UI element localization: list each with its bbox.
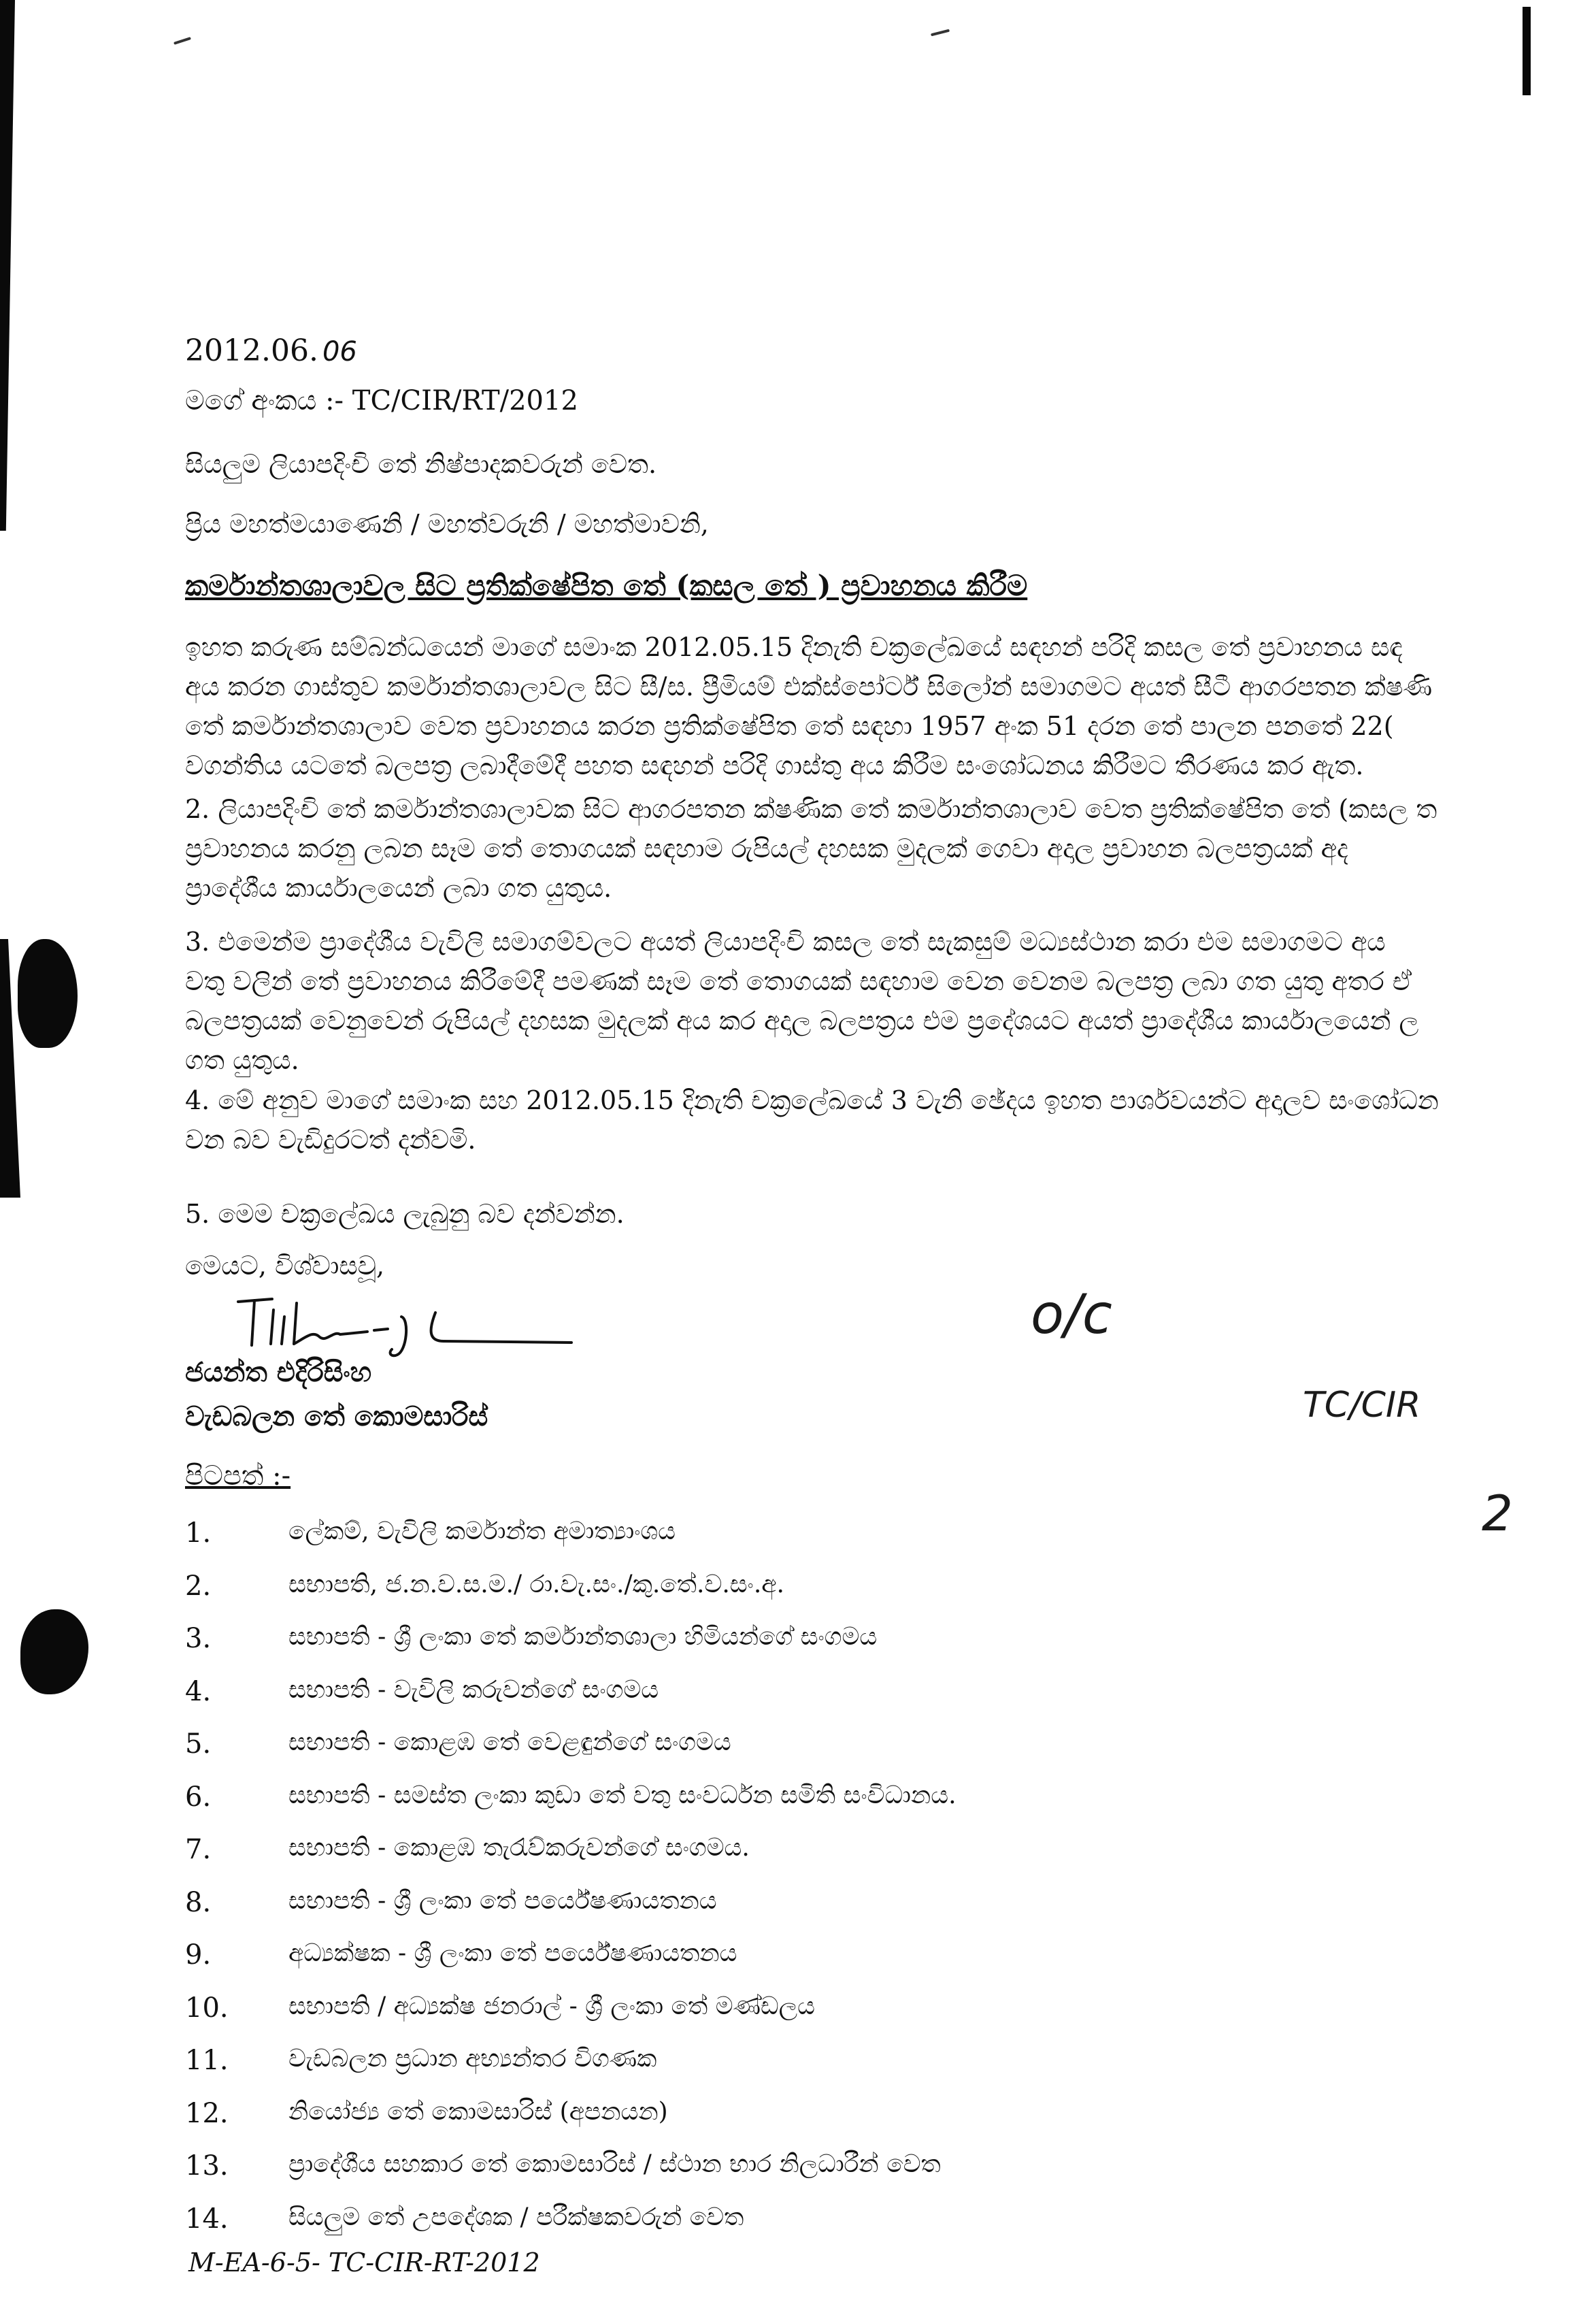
- list-item-text: ප්‍රාදේශීය සහකාර තේ කොමසාරිස් / ස්ථාන භාර නිලධාරීන් වෙත: [288, 2150, 941, 2178]
- reference-number: මගේ අංකය :- TC/CIR/RT/2012: [185, 385, 578, 416]
- list-item-text: සභාපති - කොළඹ තැරැව්කරුවන්ගේ සංගමය.: [288, 1834, 750, 1862]
- list-item-text: සභාපති - සමස්ත ලංකා කුඩා තේ වතු සංවර්ධන සමිති සංවිධානය.: [288, 1781, 957, 1809]
- list-item: [185, 1676, 1478, 1729]
- list-item-text: සභාපති - වැවිලි කරුවන්ගේ සංගමය: [288, 1675, 659, 1704]
- handwritten-signature: [231, 1289, 585, 1364]
- list-item-number: 6.: [185, 1781, 212, 1813]
- list-item: [185, 1939, 1478, 1992]
- paragraph-5: [185, 1194, 1596, 1234]
- list-item-text: සභාපති - ශ්‍රී ලංකා තේ කර්මාන්තශාලා හිමියන්ගේ සංගමය: [288, 1623, 878, 1651]
- list-item: [185, 1887, 1478, 1940]
- right-edge-mark: [1523, 7, 1531, 95]
- scan-edge-shadow: [0, 0, 15, 531]
- paragraph-line: වතු වලින් තේ ප්‍රවාහනය කිරීමේදී පමණක් සෑම තේ තොගයක් සඳහාම වෙන වෙනම බලපත්‍ර ලබා ගත යුතු අතර ඒ: [185, 966, 1412, 996]
- paragraph-line: 5. මෙම චක්‍රලේඛය ලැබුනු බව දන්වන්න.: [185, 1199, 625, 1229]
- paragraph-line: ප්‍රවාහනය කරනු ලබන සෑම තේ තොගයක් සඳහාම රුපියල් දහසක මුදලක් ගෙවා අදාල ප්‍රවාහන බලපත්‍රයක් අද: [185, 834, 1348, 864]
- handwritten-note-number: 2: [1482, 1485, 1513, 1542]
- list-item-number: 14.: [185, 2203, 229, 2235]
- date-handwritten-day: 06: [322, 336, 357, 367]
- list-item: [185, 1571, 1478, 1624]
- list-item-number: 11.: [185, 2045, 229, 2076]
- list-item: [185, 1834, 1478, 1887]
- subject-heading: කර්මාන්තශාලාවල සිට ප්‍රතික්ෂේපිත තේ (කසල තේ ) ප්‍රවාහනය කිරීම: [185, 569, 1028, 602]
- paragraph-line: ගත යුතුය.: [185, 1045, 299, 1075]
- list-item-text: සභාපති - කොළඹ තේ වෙළඳුන්ගේ සංගමය: [288, 1728, 731, 1756]
- list-item-number: 4.: [185, 1675, 212, 1707]
- list-item-text: නියෝජ්‍ය තේ කොමසාරිස් (අපනයන): [288, 2097, 668, 2126]
- list-item: [185, 1728, 1478, 1781]
- paragraph-line: ඉහත කරුණ සම්බන්ධයෙන් මාගේ සමාංක 2012.05.15 දිනැති චක්‍රලේඛයේ සඳහන් පරිදි කසල තේ ප්‍රවාහනය සඳ: [185, 632, 1403, 662]
- list-item: [185, 2098, 1478, 2151]
- paragraph-line: 3. එමෙන්ම ප්‍රාදේශීය වැවිලි සමාගම්වලට අයත් ලියාපදිංචි කසල තේ සැකසුම් මධ්‍යස්ථාන කරා එම සමාගමට අය: [185, 927, 1386, 957]
- paragraph-line: තේ කර්මාන්තශාලාව වෙත ප්‍රවාහනය කරන ප්‍රතික්ෂේපිත තේ සඳහා 1957 අංක 51 දරන තේ පාලන පනතේ 22(: [185, 711, 1394, 741]
- punch-hole-lower: [20, 1609, 88, 1694]
- list-item-text: සභාපති - ශ්‍රී ලංකා තේ පර්යේෂණායතනය: [288, 1886, 717, 1915]
- list-item-number: 2.: [185, 1570, 212, 1602]
- list-item: [185, 2150, 1478, 2203]
- list-item-text: සියලුම තේ උපදේශක / පරීක්ෂකවරුන් වෙත: [288, 2203, 744, 2231]
- paragraph-line: අය කරන ගාස්තුව කර්මාන්තශාලාවල සිට සී/ස. ප්‍රීමියම් එක්ස්පෝර්ට් සිලෝන් සමාගමට අයත් සීටී ආගරපතන ක්ෂණි: [185, 672, 1433, 702]
- paragraph-line: වගන්තිය යටතේ බලපත්‍ර ලබාදීමේදී පහත සඳහන් පරිදි ගාස්තු අය කිරීම සංශෝධනය කිරීමට තීරණය කර ඇත.: [185, 751, 1364, 780]
- list-item-number: 9.: [185, 1939, 212, 1971]
- paragraph-line: ප්‍රාදේශීය කාර්යාලයෙන් ලබා ගත යුතුය.: [185, 873, 612, 903]
- list-item-number: 3.: [185, 1623, 212, 1654]
- list-item-number: 12.: [185, 2097, 229, 2129]
- paragraph-line: 2. ලියාපදිංචි තේ කර්මාන්තශාලාවක සිට ආගරපතන ක්ෂණික තේ කර්මාන්තශාලාව වෙත ප්‍රතික්ෂේපිත තේ (කසල ත: [185, 794, 1437, 824]
- paragraph-2: [185, 789, 1596, 908]
- date-printed: 2012.06.: [185, 333, 318, 368]
- distribution-list: [185, 1517, 1478, 2256]
- handwritten-note-oc: o/c: [1031, 1283, 1112, 1346]
- salutation: ප්‍රිය මහත්මයාණෙනි / මහත්වරුනි / මහත්මාවනි,: [185, 509, 709, 539]
- list-item-text: සභාපති, ජ.න.ව.ස.ම./ රා.වැ.සං./කු.තේ.ව.සං.අ.: [288, 1570, 784, 1598]
- handwritten-note-tc-cir: TC/CIR: [1303, 1385, 1421, 1426]
- list-item-text: සභාපති / අධ්‍යක්ෂ ජනරාල් - ශ්‍රී ලංකා තේ මණ්ඩලය: [288, 1992, 816, 2020]
- copies-heading: පිටපත් :-: [185, 1460, 291, 1492]
- punch-hole-upper: [18, 939, 78, 1048]
- list-item: [185, 1992, 1478, 2045]
- document-code-footer: M-EA-6-5- TC-CIR-RT-2012: [188, 2248, 540, 2278]
- paragraph-line: 4. මේ අනුව මාගේ සමාංක සහ 2012.05.15 දිනැති චක්‍රලේඛයේ 3 වැනි ඡේදය ඉහත පාර්ශවයන්ට අදාලව සංශෝධන: [185, 1085, 1439, 1115]
- list-item: [185, 1517, 1478, 1571]
- scan-speck: [173, 37, 191, 45]
- list-item-number: 7.: [185, 1834, 212, 1865]
- paragraph-3: [185, 922, 1596, 1080]
- list-item-text: වැඩබලන ප්‍රධාන අභ්‍යන්තර විගණක: [288, 2045, 657, 2073]
- addressee: සියලුම ලියාපදිංචි තේ නිෂ්පාදකවරුන් වෙත.: [185, 449, 657, 479]
- signatory-name: ජයන්ත එදිරිසිංහ: [185, 1356, 372, 1388]
- signatory-title: වැඩබලන තේ කොමසාරිස්: [185, 1400, 488, 1432]
- list-item: [185, 1781, 1478, 1835]
- paragraph-4: [185, 1081, 1596, 1160]
- list-item: [185, 1623, 1478, 1676]
- scan-speck: [931, 29, 950, 37]
- paragraph-line: වන බව වැඩිදුරටත් දන්වමි.: [185, 1125, 476, 1155]
- list-item-text: ලේකම්, වැවිලි කර්මාන්ත අමාත්‍යාංශය: [288, 1517, 676, 1545]
- list-item-text: අධ්‍යක්ෂක - ශ්‍රී ලංකා තේ පර්යේෂණායතනය: [288, 1939, 737, 1967]
- letter-date: [185, 333, 357, 368]
- list-item-number: 5.: [185, 1728, 212, 1760]
- closing-phrase: මෙයට, විශ්වාසවූ,: [185, 1251, 385, 1281]
- list-item: [185, 2045, 1478, 2098]
- list-item-number: 1.: [185, 1517, 212, 1549]
- list-item-number: 13.: [185, 2150, 229, 2182]
- paragraph-1: [185, 627, 1596, 785]
- list-item-number: 8.: [185, 1886, 212, 1918]
- paragraph-line: බලපත්‍රයක් වෙනුවෙන් රුපියල් දහසක මුදලක් අය කර අදාල බලපත්‍රය එම ප්‍රදේශයට අයත් ප්‍රාදේශීය කාර්යාලයෙන් ල: [185, 1006, 1419, 1036]
- list-item-number: 10.: [185, 1992, 229, 2024]
